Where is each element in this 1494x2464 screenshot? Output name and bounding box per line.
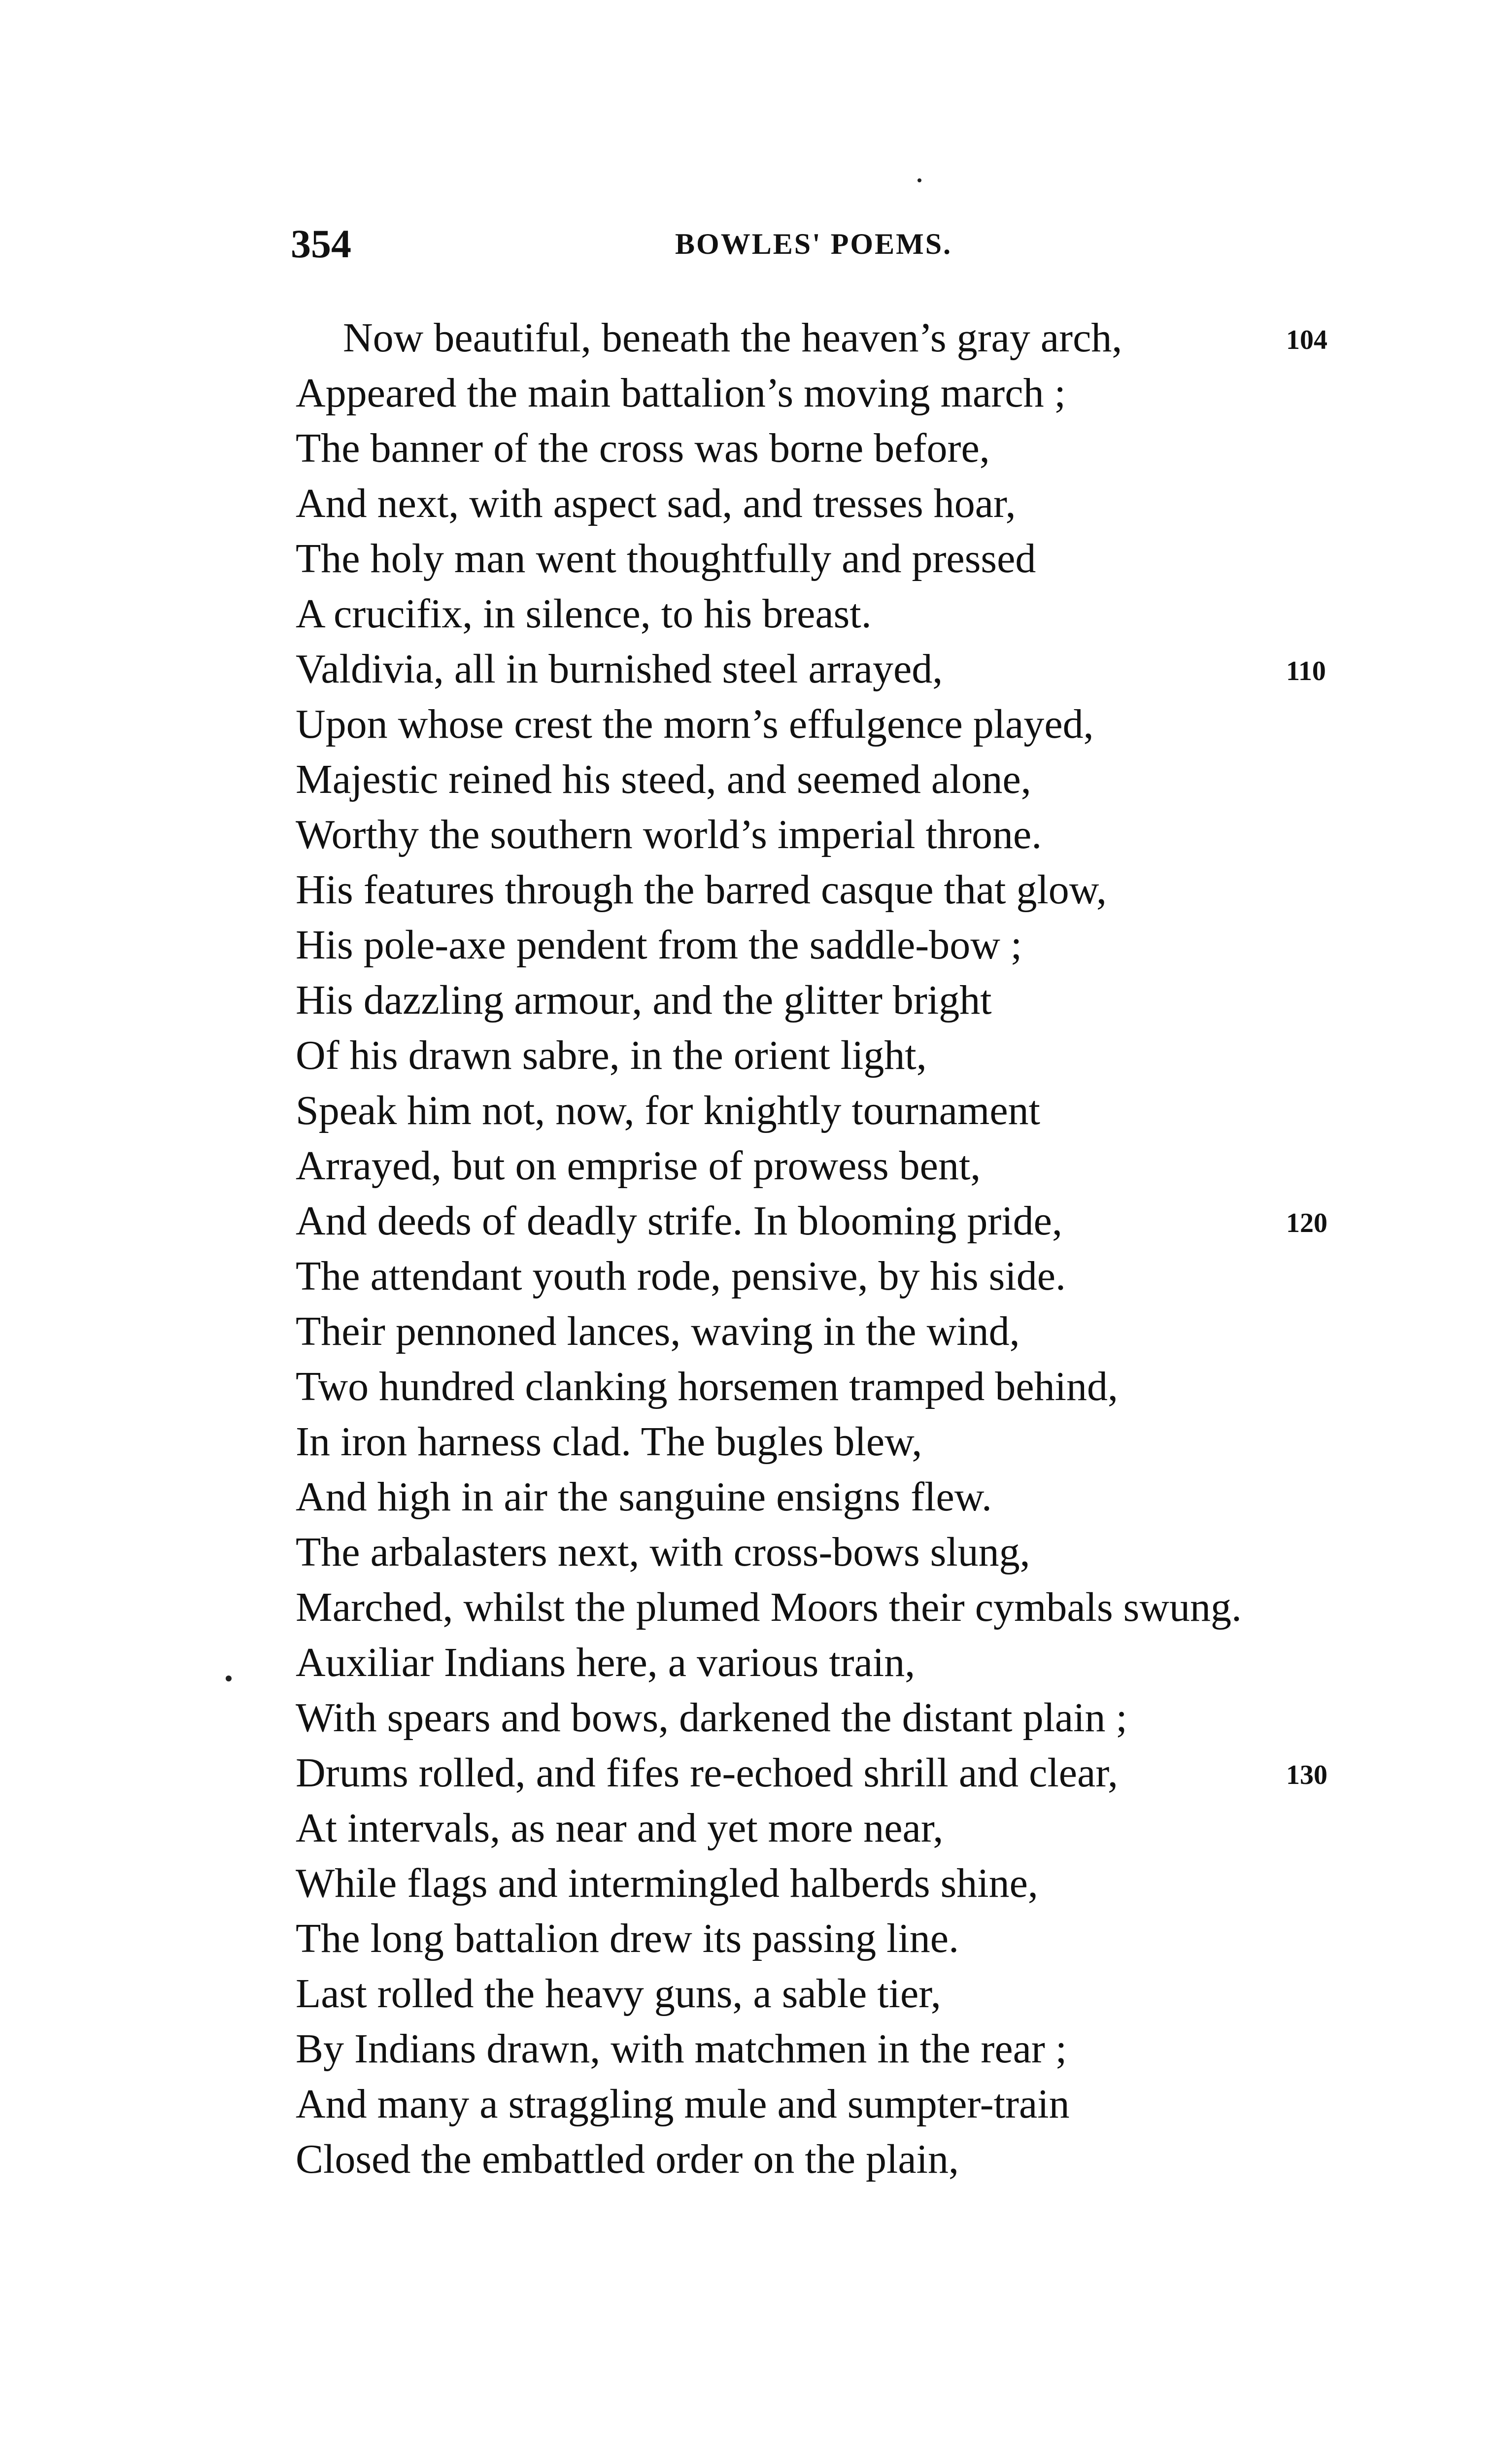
verse-text: In iron harness clad. The bugles blew, [296,1419,922,1465]
verse-line [296,1138,1429,1194]
verse-text: And many a straggling mule and sumpter-train [296,2081,1070,2127]
line-number: 120 [1286,1208,1327,1238]
poem-text [296,310,1429,2187]
verse-line [296,531,1429,586]
verse-line [296,1690,1429,1745]
running-head: BOWLES' POEMS. [675,228,952,260]
verse-text: With spears and bows, darkened the distant plain ; [296,1695,1127,1741]
verse-line [296,2021,1429,2077]
verse-line [296,476,1429,531]
verse-text: The attendant youth rode, pensive, by his side. [296,1253,1066,1299]
verse-line [296,862,1429,918]
verse-line [296,1856,1429,1911]
verse-text: The long battalion drew its passing line. [296,1916,959,1961]
verse-line [296,697,1429,752]
verse-text: At intervals, as near and yet more near, [296,1805,944,1851]
verse-line [296,1194,1429,1249]
verse-text: Valdivia, all in burnished steel arrayed, [296,646,943,692]
verse-text: Speak him not, now, for knightly tournament [296,1088,1041,1133]
verse-line [296,1635,1429,1690]
verse-text: His dazzling armour, and the glitter bright [296,977,992,1023]
verse-text: Of his drawn sabre, in the orient light, [296,1032,927,1078]
verse-text: And deeds of deadly strife. In blooming pride, [296,1198,1062,1244]
verse-text: By Indians drawn, with matchmen in the rear ; [296,2026,1067,2072]
verse-text: Worthy the southern world’s imperial throne. [296,812,1042,857]
page-number: 354 [291,221,351,266]
verse-line [296,1911,1429,1966]
line-number: 110 [1286,656,1326,686]
verse-line [296,1359,1429,1414]
ink-speck [917,178,921,182]
verse-line [296,1966,1429,2021]
verse-line [296,1745,1429,1801]
verse-text: Majestic reined his steed, and seemed alone, [296,756,1031,802]
verse-text: While flags and intermingled halberds shine, [296,1860,1038,1906]
verse-line [296,807,1429,862]
verse-text: Now beautiful, beneath the heaven’s gray arch, [343,315,1122,361]
verse-text: Arrayed, but on emprise of prowess bent, [296,1143,981,1189]
verse-line [296,1414,1429,1470]
line-number: 130 [1286,1760,1327,1790]
line-number: 104 [1286,325,1327,355]
verse-line [296,1304,1429,1359]
page-header [291,217,1350,271]
verse-text: His pole-axe pendent from the saddle-bow ; [296,922,1022,968]
verse-line [296,642,1429,697]
verse-line [296,1525,1429,1580]
verse-line [296,1083,1429,1138]
verse-line [296,2077,1429,2132]
verse-text: Last rolled the heavy guns, a sable tier, [296,1971,941,2017]
verse-line [296,1801,1429,1856]
verse-line [296,918,1429,973]
verse-line [296,586,1429,642]
verse-text: Their pennoned lances, waving in the wind, [296,1308,1020,1354]
verse-line [296,973,1429,1028]
verse-text: The holy man went thoughtfully and pressed [296,536,1036,582]
verse-line [296,366,1429,421]
verse-line [296,1470,1429,1525]
verse-line [296,310,1429,366]
ink-speck [226,1676,232,1681]
verse-text: The banner of the cross was borne before, [296,425,990,471]
verse-text: Two hundred clanking horsemen tramped behind, [296,1364,1119,1409]
verse-line [296,2132,1429,2187]
verse-text: Auxiliar Indians here, a various train, [296,1640,916,1685]
verse-text: Appeared the main battalion’s moving march ; [296,370,1066,416]
verse-line [296,1249,1429,1304]
verse-text: And next, with aspect sad, and tresses hoar, [296,480,1016,526]
verse-text: Upon whose crest the morn’s effulgence played, [296,701,1094,747]
verse-text: The arbalasters next, with cross-bows slung, [296,1529,1030,1575]
verse-line [296,1580,1429,1635]
verse-line [296,421,1429,476]
verse-text: Closed the embattled order on the plain, [296,2136,959,2182]
verse-text: A crucifix, in silence, to his breast. [296,591,872,637]
verse-text: Marched, whilst the plumed Moors their cymbals swung. [296,1584,1242,1630]
verse-text: Drums rolled, and fifes re-echoed shrill and clear, [296,1750,1118,1796]
verse-text: His features through the barred casque that glow, [296,867,1107,913]
verse-line [296,1028,1429,1083]
verse-line [296,752,1429,807]
verse-text: And high in air the sanguine ensigns flew. [296,1474,992,1520]
